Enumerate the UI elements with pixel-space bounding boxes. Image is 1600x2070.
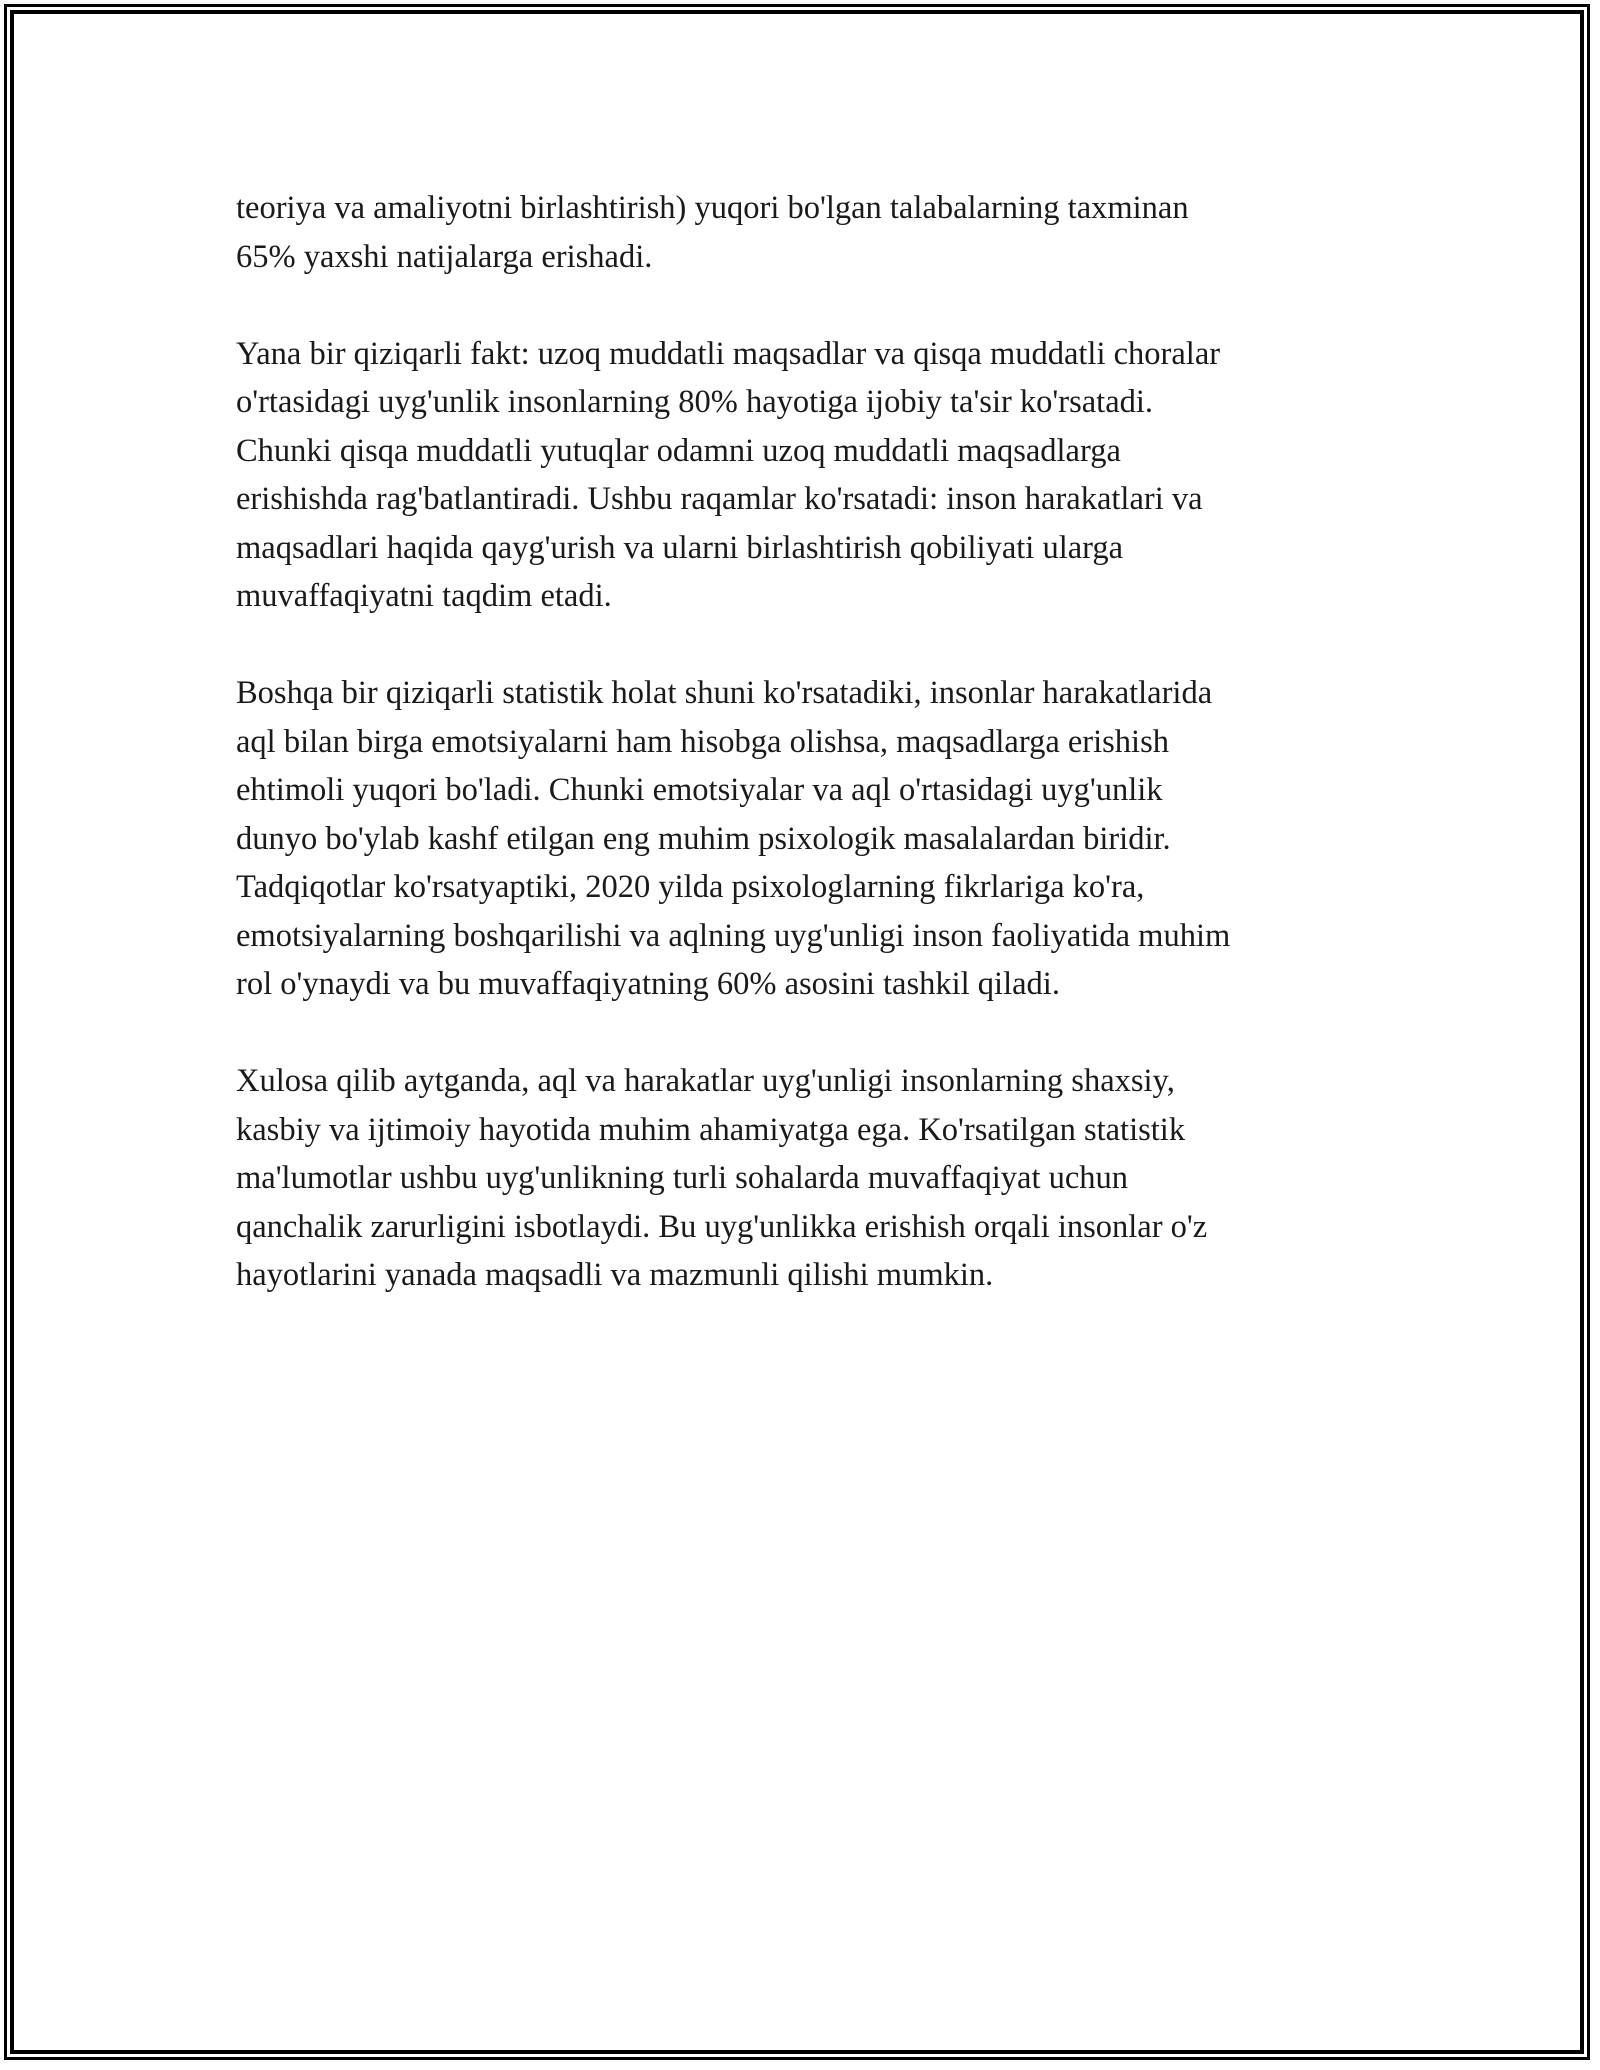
text-line: emotsiyalarning boshqarilishi va aqlning uyg'unligi inson faoliyatida muhim [236, 917, 1231, 954]
text-line: Boshqa bir qiziqarli statistik holat shuni ko'rsatadiki, insonlar harakatlarida [236, 675, 1213, 711]
text-line: teoriya va amaliyotni birlashtirish) yuqori bo'lgan talabalarning taxminan [236, 190, 1189, 226]
text-line: hayotlarini yanada maqsadli va mazmunli qilishi mumkin. [236, 1257, 994, 1293]
text-line: o'rtasidagi uyg'unlik insonlarning 80% hayotiga ijobiy ta'sir ko'rsatadi. [236, 384, 1154, 420]
paragraph-2 [236, 330, 1366, 621]
text-line: 65% yaxshi natijalarga erishadi. [236, 238, 653, 275]
text-line: ma'lumotlar ushbu uyg'unlikning turli sohalarda muvaffaqiyat uchun [236, 1160, 1129, 1196]
paragraph-3 [236, 669, 1366, 1009]
paragraph-4 [236, 1057, 1366, 1300]
paragraph-1 [236, 184, 1366, 281]
text-line: aql bilan birga emotsiyalarni ham hisobga olishsa, maqsadlarga erishish [236, 723, 1169, 760]
text-line: rol o'ynaydi va bu muvaffaqiyatning 60% asosini tashkil qiladi. [236, 966, 1060, 1002]
text-line: dunyo bo'ylab kashf etilgan eng muhim psixologik masalalardan biridir. [236, 820, 1171, 857]
text-line: erishishda rag'batlantiradi. Ushbu raqamlar ko'rsatadi: inson harakatlari va [236, 481, 1203, 517]
text-line: maqsadlari haqida qayg'urish va ularni birlashtirish qobiliyati ularga [236, 529, 1124, 566]
text-line: kasbiy va ijtimoiy hayotida muhim ahamiyatga ega. Ko'rsatilgan statistik [236, 1111, 1186, 1148]
text-line: qanchalik zarurligini isbotlaydi. Bu uyg'unlikka erishish orqali insonlar o'z [236, 1208, 1208, 1245]
text-line: Xulosa qilib aytganda, aql va harakatlar uyg'unligi insonlarning shaxsiy, [236, 1063, 1175, 1099]
text-line: Tadqiqotlar ko'rsatyaptiki, 2020 yilda psixologlarning fikrlariga ko'ra, [236, 869, 1145, 905]
text-line: ehtimoli yuqori bo'ladi. Chunki emotsiyalar va aql o'rtasidagi uyg'unlik [236, 772, 1163, 808]
text-line: muvaffaqiyatni taqdim etadi. [236, 578, 612, 614]
text-line: Yana bir qiziqarli fakt: uzoq muddatli maqsadlar va qisqa muddatli choralar [236, 335, 1221, 372]
text-line: Chunki qisqa muddatli yutuqlar odamni uzoq muddatli maqsadlarga [236, 432, 1121, 469]
document-body [236, 184, 1366, 1348]
